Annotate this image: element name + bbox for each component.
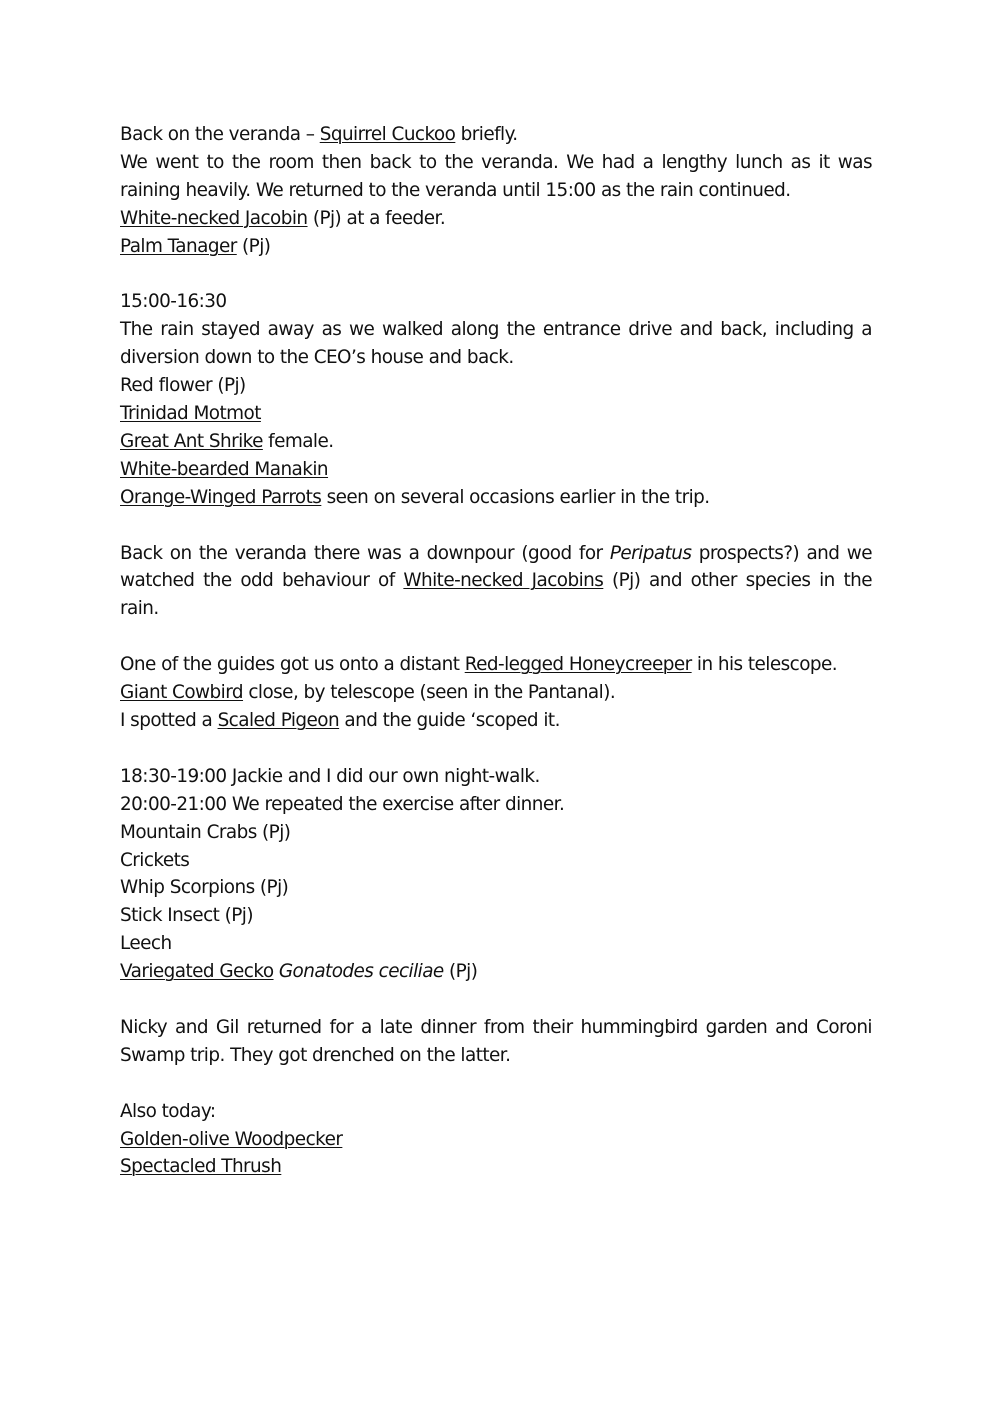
- scientific-name: Gonatodes ceciliae: [278, 961, 444, 983]
- text-run: Back on the veranda –: [120, 124, 320, 145]
- text-run: (Pj): [443, 961, 478, 983]
- text-line: [120, 400, 872, 428]
- species-name: Squirrel Cuckoo: [319, 124, 456, 145]
- paragraph: [120, 1014, 872, 1070]
- species-name: Palm Tanager: [120, 235, 237, 257]
- text-run: (Pj) and other species in the rain.: [120, 570, 872, 620]
- text-run: and the guide ‘scoped it.: [339, 709, 560, 731]
- text-line: [120, 1153, 872, 1181]
- text-line: [120, 902, 872, 930]
- text-run: 18:30-19:00 Jackie and I did our own night-walk.: [120, 765, 540, 787]
- text-run: Also today:: [120, 1100, 216, 1122]
- text-line: [120, 847, 872, 875]
- text-run: in his telescope.: [691, 654, 838, 676]
- text-line: [120, 679, 872, 707]
- text-run: Whip Scorpions (Pj): [120, 877, 289, 899]
- text-run: Leech: [120, 933, 172, 955]
- text-line: [120, 372, 872, 400]
- text-line: [120, 1098, 872, 1126]
- species-name: Golden-olive Woodpecker: [120, 1128, 343, 1150]
- text-line: [120, 1126, 872, 1154]
- text-line: [120, 874, 872, 902]
- text-run: briefly.: [455, 124, 518, 145]
- species-name: Variegated Gecko: [120, 961, 274, 983]
- text-run: Mountain Crabs (Pj): [120, 821, 291, 843]
- text-run: Crickets: [120, 849, 190, 871]
- text-line: [120, 205, 872, 233]
- blank-line: [120, 986, 872, 1014]
- blank-line: [120, 512, 872, 540]
- text-line: [120, 233, 872, 261]
- text-line: [120, 288, 872, 316]
- text-run: One of the guides got us onto a distant: [120, 654, 465, 676]
- species-name: Spectacled Thrush: [120, 1156, 282, 1178]
- paragraph: [120, 316, 872, 372]
- species-name: Giant Cowbird: [120, 682, 244, 704]
- text-line: [120, 791, 872, 819]
- species-name: Orange-Winged Parrots: [120, 486, 322, 508]
- text-line: [120, 651, 872, 679]
- text-line: [120, 456, 872, 484]
- species-name: White-bearded Manakin: [120, 458, 329, 480]
- text-line: [120, 707, 872, 735]
- blank-line: [120, 623, 872, 651]
- text-run: Stick Insect (Pj): [120, 905, 253, 927]
- species-name: White-necked Jacobins: [403, 570, 604, 592]
- species-name: Scaled Pigeon: [217, 709, 340, 731]
- text-run: I spotted a: [120, 709, 218, 731]
- journal-text: [120, 121, 872, 1181]
- text-run: seen on several occasions earlier in the trip.: [321, 486, 710, 508]
- text-run: (Pj) at a feeder.: [307, 207, 446, 229]
- species-name: White-necked Jacobin: [120, 207, 308, 229]
- text-run: We went to the room then back to the veranda. We had a lengthy lunch as it was raining heavily. We returned to the veranda until 15:00 as the rain continued.: [120, 151, 872, 201]
- text-line: [120, 930, 872, 958]
- text-run: close, by telescope (seen in the Pantanal).: [243, 682, 616, 704]
- scientific-name: Peripatus: [609, 542, 692, 564]
- paragraph: [120, 149, 872, 205]
- text-line: [120, 958, 872, 986]
- paragraph: [120, 540, 872, 624]
- text-line: [120, 763, 872, 791]
- text-run: Nicky and Gil returned for a late dinner from their hummingbird garden and Coroni Swamp trip. They got drenched on the latter.: [120, 1016, 872, 1066]
- text-line: [120, 484, 872, 512]
- blank-line: [120, 735, 872, 763]
- text-run: (Pj): [236, 235, 271, 257]
- text-run: female.: [262, 430, 334, 452]
- text-line: [120, 819, 872, 847]
- text-line: [120, 428, 872, 456]
- text-run: 20:00-21:00 We repeated the exercise after dinner.: [120, 793, 565, 815]
- text-run: The rain stayed away as we walked along the entrance drive and back, including a diversion down to the CEO’s house and back.: [120, 319, 872, 369]
- text-run: 15:00-16:30: [120, 291, 227, 313]
- blank-line: [120, 1070, 872, 1098]
- text-run: Back on the veranda there was a downpour (good for: [120, 542, 610, 564]
- species-name: Trinidad Motmot: [120, 403, 261, 425]
- blank-line: [120, 261, 872, 289]
- species-name: Great Ant Shrike: [120, 430, 263, 452]
- text-run: Red flower (Pj): [120, 375, 246, 397]
- species-name: Red-legged Honeycreeper: [464, 654, 692, 676]
- text-run: prospects?) and we watched the odd behaviour of: [120, 542, 872, 592]
- text-line: [120, 121, 872, 149]
